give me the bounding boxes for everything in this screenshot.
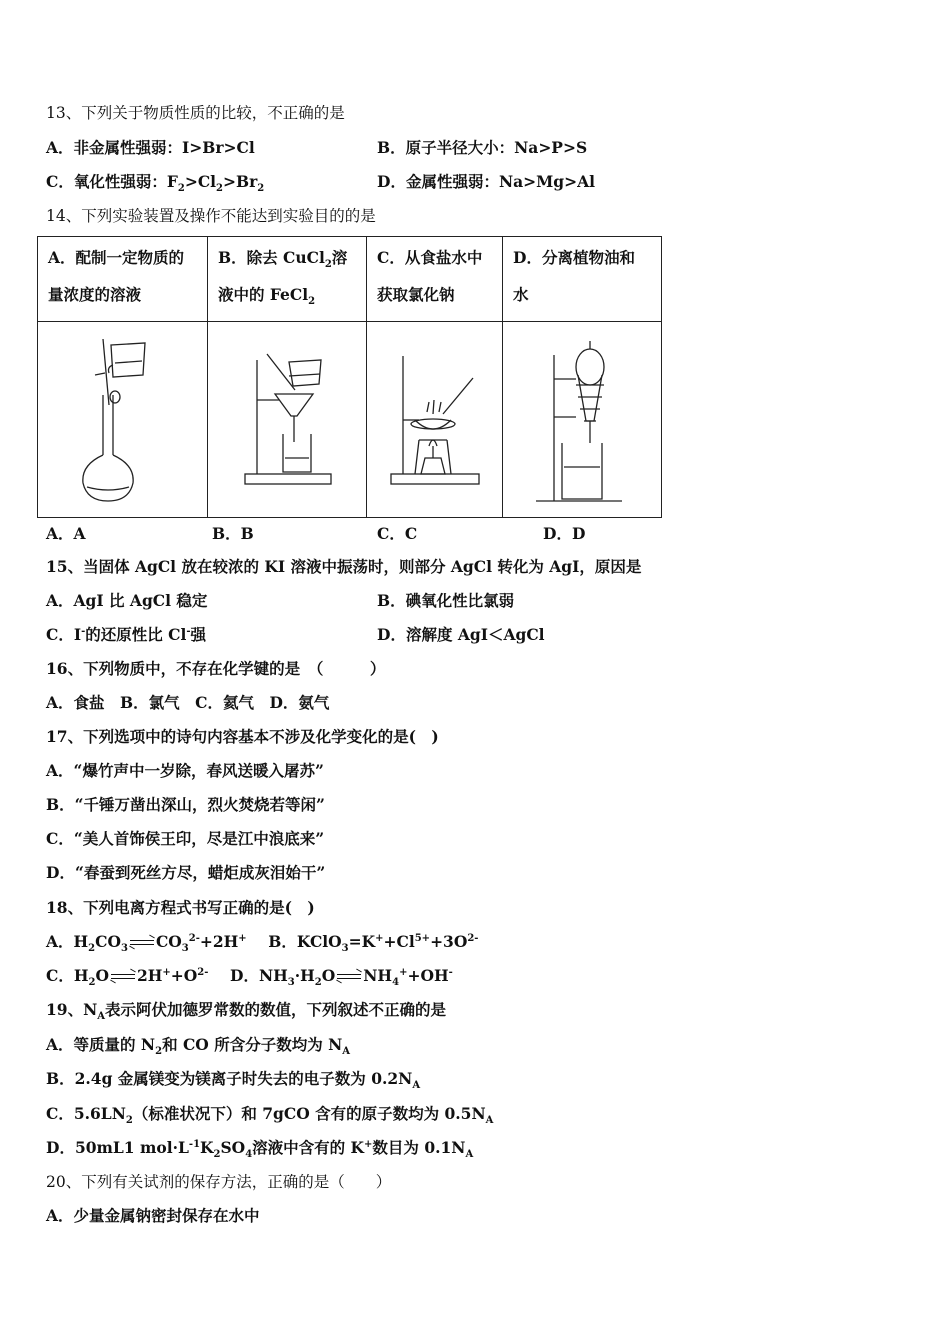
- volumetric-flask-pouring-illustration: [73, 335, 173, 505]
- q13-option-d: D．金属性强弱：Na>Mg>Al: [377, 172, 596, 191]
- reversible-arrow-icon: [337, 971, 361, 983]
- q19-option-a: A．等质量的 $N_2$和 CO 所含分子数均为 $N_A$: [46, 1035, 351, 1058]
- filtration-apparatus-illustration: [237, 350, 337, 490]
- q17-option-b: B．“千锤万凿出深山，烈火焚烧若等闲”: [46, 795, 325, 814]
- q14-figure-c: [367, 322, 503, 518]
- q15-stem: 15、当固体 AgCl 放在较浓的 KI 溶液中振荡时，则部分 AgCl 转化为 AgI，原因是: [46, 557, 642, 576]
- q14-stem: 14、下列实验装置及操作不能达到实验目的的是: [46, 207, 376, 225]
- q15-option-c: C．I-的还原性比 Cl-强: [46, 625, 207, 644]
- q14-header-b: B．除去 CuCl$_2$溶 液中的 FeCl$_2$: [208, 237, 367, 322]
- q14-answer-d: D．D: [543, 524, 586, 543]
- q14-figure-d: [503, 322, 662, 518]
- q14-header-c: C．从食盐水中 获取氯化钠: [367, 237, 503, 322]
- q14-apparatus-table: [37, 236, 662, 518]
- reversible-arrow-icon: [130, 937, 154, 949]
- q17-option-c: C．“美人首饰侯王印，尽是江中浪底来”: [46, 829, 325, 848]
- q18-option-c: C．$H_2O$ $2H^++O^{2-}$: [46, 966, 209, 989]
- q14-answer-c: C．C: [377, 524, 418, 543]
- q16-options: A．食盐 B．氯气 C．氦气 D．氨气: [46, 693, 330, 712]
- q13-option-a: A．非金属性强弱：I>Br>Cl: [46, 138, 255, 157]
- separatory-funnel-illustration: [532, 335, 632, 505]
- q18-option-a: A．$H_2CO_3$ $CO_3^{2-}+2H^+$: [46, 932, 247, 955]
- q20-stem: 20、下列有关试剂的保存方法，正确的是（ ）: [46, 1173, 392, 1191]
- q15-option-d: D．溶解度 AgI＜AgCl: [377, 625, 545, 644]
- q17-option-a: A．“爆竹声中一岁除，春风送暖入屠苏”: [46, 761, 324, 780]
- evaporation-apparatus-illustration: [385, 350, 485, 490]
- q18-stem: 18、下列电离方程式书写正确的是( ): [46, 898, 315, 917]
- q18-option-d: D．$NH_3\cdot H_2O$ $NH_4^++OH^-$: [230, 966, 453, 989]
- q19-option-c: C．$5.6LN_2$（标准状况下）和 7gCO 含有的原子数均为 $0.5N_A$: [46, 1104, 494, 1127]
- q19-stem: 19、$N_A$表示阿伏加德罗常数的数值，下列叙述不正确的是: [46, 1000, 447, 1023]
- q14-header-a: A．配制一定物质的 量浓度的溶液: [38, 237, 208, 322]
- q14-answer-a: A．A: [46, 524, 86, 543]
- q18-options-ab: [46, 932, 479, 955]
- q17-option-d: D．“春蚕到死丝方尽，蜡炬成灰泪始干”: [46, 863, 326, 882]
- q17-stem: 17、下列选项中的诗句内容基本不涉及化学变化的是( ): [46, 727, 439, 746]
- reversible-arrow-icon: [111, 971, 135, 983]
- q14-figure-a: [38, 322, 208, 518]
- q14-figure-b: [208, 322, 367, 518]
- q18-option-b: B．$KClO_3=K^++Cl^{5+}+3O^{2-}$: [268, 932, 479, 955]
- q14-header-d: D．分离植物油和 水: [503, 237, 662, 322]
- q15-option-b: B．碘氧化性比氯弱: [377, 591, 515, 610]
- q13-option-c: C．氧化性强弱：$F_2>Cl_2>Br_2$: [46, 172, 265, 195]
- q13-stem: 13、下列关于物质性质的比较，不正确的是: [46, 104, 345, 122]
- q19-option-d: D．50mL1 $mol\cdot L^{-1}K_2SO_4$溶液中含有的 K+数目为 $0.1N_A$: [46, 1138, 474, 1161]
- q19-option-b: B．2.4g 金属镁变为镁离子时失去的电子数为 $0.2N_A$: [46, 1069, 421, 1092]
- q18-options-cd: [46, 966, 453, 989]
- q20-option-a: A．少量金属钠密封保存在水中: [46, 1206, 260, 1225]
- q15-option-a: A．AgI 比 AgCl 稳定: [46, 591, 208, 610]
- q16-stem: 16、下列物质中，不存在化学键的是 （ ）: [46, 659, 386, 678]
- q14-answer-b: B．B: [212, 524, 254, 543]
- q13-option-b: B．原子半径大小：Na>P>S: [377, 138, 588, 157]
